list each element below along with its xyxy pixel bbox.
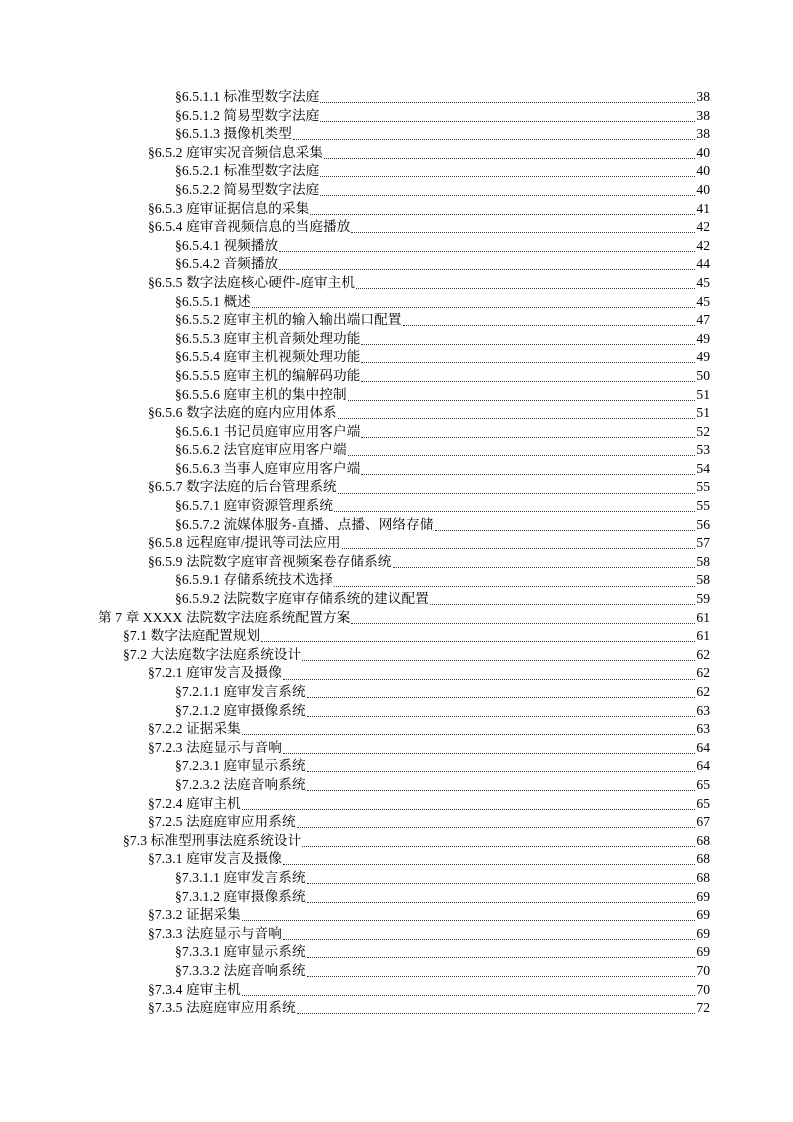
toc-entry-title: §7.3.1.1 庭审发言系统 — [175, 869, 306, 885]
toc-dot-leader — [320, 120, 694, 122]
toc-entry-title: §7.2.4 庭审主机 — [148, 795, 241, 811]
toc-entry-title: §6.5.2.2 简易型数字法庭 — [175, 181, 320, 197]
toc-entry-page-number: 58 — [696, 572, 710, 588]
toc-entry-page-number: 68 — [696, 832, 710, 848]
toc-dot-leader — [338, 492, 695, 494]
toc-entry[interactable] — [83, 999, 710, 1018]
toc-dot-leader — [283, 938, 695, 940]
toc-entry[interactable] — [83, 441, 710, 460]
toc-entry[interactable] — [83, 813, 710, 832]
toc-dot-leader — [342, 547, 695, 549]
toc-entry[interactable] — [83, 274, 710, 293]
toc-entry[interactable] — [83, 869, 710, 888]
toc-entry-title: §7.2.1 庭审发言及摄像 — [148, 665, 282, 681]
toc-entry[interactable] — [83, 553, 710, 572]
toc-entry-page-number: 65 — [696, 795, 710, 811]
toc-entry-title: §6.5.5.2 庭审主机的输入输出端口配置 — [175, 312, 402, 328]
toc-dot-leader — [361, 473, 694, 475]
toc-entry[interactable] — [83, 776, 710, 795]
toc-dot-leader — [310, 213, 694, 215]
toc-entry-title: §6.5.1.3 摄像机类型 — [175, 126, 292, 142]
toc-entry-page-number: 70 — [696, 962, 710, 978]
toc-entry-title: 第 7 章 XXXX 法院数字法庭系统配置方案 — [98, 609, 351, 625]
toc-entry-title: §7.3 标准型刑事法庭系统设计 — [123, 832, 302, 848]
toc-entry-page-number: 69 — [696, 888, 710, 904]
toc-entry[interactable] — [83, 590, 710, 609]
toc-entry-title: §7.2.3.1 庭审显示系统 — [175, 758, 306, 774]
toc-entry-title: §6.5.7.2 流媒体服务-直播、点播、网络存储 — [175, 516, 434, 532]
toc-dot-leader — [261, 640, 694, 642]
toc-entry-title: §7.2.3 法庭显示与音响 — [148, 739, 282, 755]
table-of-contents — [83, 88, 710, 1018]
toc-entry-page-number: 63 — [696, 702, 710, 718]
toc-entry-page-number: 62 — [696, 684, 710, 699]
toc-entry-title: §7.1 数字法庭配置规划 — [123, 628, 261, 644]
toc-dot-leader — [320, 194, 694, 196]
toc-entry-page-number: 42 — [696, 237, 710, 253]
toc-entry-title: §7.3.5 法庭庭审应用系统 — [148, 1000, 296, 1016]
toc-entry-page-number: 58 — [696, 553, 710, 569]
toc-dot-leader — [307, 696, 695, 698]
toc-entry[interactable] — [83, 255, 710, 274]
toc-dot-leader — [361, 436, 694, 438]
toc-dot-leader — [361, 361, 694, 363]
toc-entry[interactable] — [83, 404, 710, 423]
toc-entry-title: §6.5.3 庭审证据信息的采集 — [148, 200, 310, 216]
toc-entry[interactable] — [83, 218, 710, 237]
toc-entry-page-number: 64 — [696, 739, 710, 755]
toc-entry-page-number: 38 — [696, 126, 710, 142]
toc-entry-page-number: 61 — [696, 609, 710, 625]
toc-entry[interactable] — [83, 144, 710, 163]
toc-entry-title: §6.5.7.1 庭审资源管理系统 — [175, 498, 334, 514]
toc-entry-page-number: 72 — [696, 1000, 710, 1016]
toc-entry-title: §6.5.4.2 音频播放 — [175, 256, 279, 272]
toc-entry[interactable] — [83, 888, 710, 907]
toc-entry-title: §7.3.3.2 法庭音响系统 — [175, 962, 306, 978]
toc-dot-leader — [242, 919, 695, 921]
toc-dot-leader — [293, 138, 695, 140]
toc-entry[interactable] — [83, 627, 710, 646]
toc-entry[interactable] — [83, 200, 710, 219]
toc-dot-leader — [351, 622, 694, 624]
toc-entry-title: §6.5.1.1 标准型数字法庭 — [175, 89, 320, 104]
toc-entry-page-number: 59 — [696, 591, 710, 607]
toc-entry[interactable] — [83, 683, 710, 702]
toc-dot-leader — [348, 454, 695, 456]
toc-entry[interactable] — [83, 88, 710, 107]
toc-dot-leader — [351, 231, 694, 233]
toc-entry[interactable] — [83, 943, 710, 962]
toc-entry-page-number: 57 — [696, 535, 710, 551]
toc-dot-leader — [242, 994, 695, 996]
toc-entry-page-number: 56 — [696, 516, 710, 532]
toc-entry-title: §6.5.2 庭审实况音频信息采集 — [148, 144, 324, 160]
toc-entry[interactable] — [83, 609, 710, 628]
toc-entry-title: §7.2.3.2 法庭音响系统 — [175, 776, 306, 792]
toc-entry-page-number: 55 — [696, 479, 710, 495]
toc-entry[interactable] — [83, 906, 710, 925]
toc-dot-leader — [283, 752, 695, 754]
toc-entry-page-number: 68 — [696, 851, 710, 867]
toc-entry-title: §6.5.5.4 庭审主机视频处理功能 — [175, 349, 361, 365]
toc-entry-title: §7.3.4 庭审主机 — [148, 981, 241, 997]
toc-entry-title: §6.5.9 法院数字庭审音视频案卷存储系统 — [148, 553, 392, 569]
toc-dot-leader — [361, 343, 694, 345]
toc-dot-leader — [393, 566, 695, 568]
toc-entry-title: §7.2 大法庭数字法庭系统设计 — [123, 646, 302, 662]
toc-entry-page-number: 54 — [696, 460, 710, 476]
toc-entry[interactable] — [83, 293, 710, 312]
toc-dot-leader — [307, 770, 695, 772]
toc-entry-title: §6.5.5 数字法庭核心硬件-庭审主机 — [148, 274, 356, 290]
toc-dot-leader — [252, 306, 695, 308]
toc-entry-title: §6.5.6.3 当事人庭审应用客户端 — [175, 460, 361, 476]
toc-dot-leader — [307, 901, 695, 903]
toc-entry[interactable] — [83, 962, 710, 981]
toc-entry[interactable] — [83, 795, 710, 814]
toc-entry-title: §6.5.2.1 标准型数字法庭 — [175, 163, 320, 179]
toc-dot-leader — [307, 882, 695, 884]
toc-dot-leader — [302, 845, 694, 847]
toc-entry-page-number: 69 — [696, 907, 710, 923]
toc-entry-title: §6.5.9.2 法院数字庭审存储系统的建议配置 — [175, 591, 429, 607]
toc-entry-title: §7.2.5 法庭庭审应用系统 — [148, 814, 296, 830]
toc-dot-leader — [307, 715, 695, 717]
toc-entry-page-number: 63 — [696, 721, 710, 737]
toc-entry-page-number: 45 — [696, 274, 710, 290]
toc-entry[interactable] — [83, 478, 710, 497]
toc-entry[interactable] — [83, 460, 710, 479]
toc-entry[interactable] — [83, 739, 710, 758]
toc-entry-title: §7.2.1.2 庭审摄像系统 — [175, 702, 306, 718]
toc-entry-title: §6.5.6.1 书记员庭审应用客户端 — [175, 423, 361, 439]
toc-dot-leader — [403, 324, 695, 326]
toc-entry-title: §6.5.7 数字法庭的后台管理系统 — [148, 479, 337, 495]
toc-entry-page-number: 69 — [696, 944, 710, 960]
toc-dot-leader — [307, 789, 695, 791]
toc-dot-leader — [279, 250, 694, 252]
toc-entry-page-number: 55 — [696, 498, 710, 514]
toc-entry-page-number: 40 — [696, 181, 710, 197]
toc-entry[interactable] — [83, 330, 710, 349]
toc-entry-page-number: 44 — [696, 256, 710, 272]
toc-entry-title: §6.5.6.2 法官庭审应用客户端 — [175, 442, 347, 458]
toc-entry-title: §6.5.5.5 庭审主机的编解码功能 — [175, 367, 361, 383]
toc-entry[interactable] — [83, 757, 710, 776]
toc-entry-page-number: 51 — [696, 386, 710, 402]
toc-entry-title: §6.5.4 庭审音视频信息的当庭播放 — [148, 219, 351, 235]
toc-entry[interactable] — [83, 125, 710, 144]
toc-entry[interactable] — [83, 367, 710, 386]
toc-entry-title: §7.3.1 庭审发言及摄像 — [148, 851, 282, 867]
toc-entry[interactable] — [83, 423, 710, 442]
toc-dot-leader — [279, 268, 694, 270]
toc-entry-page-number: 51 — [696, 405, 710, 421]
toc-entry-page-number: 40 — [696, 163, 710, 179]
toc-entry-page-number: 40 — [696, 144, 710, 160]
toc-entry-title: §6.5.4.1 视频播放 — [175, 237, 279, 253]
toc-entry-page-number: 64 — [696, 758, 710, 774]
toc-entry-title: §6.5.5.6 庭审主机的集中控制 — [175, 386, 347, 402]
toc-dot-leader — [338, 417, 695, 419]
toc-entry-title: §7.2.1.1 庭审发言系统 — [175, 684, 306, 699]
toc-dot-leader — [435, 529, 695, 531]
toc-dot-leader — [356, 287, 694, 289]
toc-entry-title: §7.3.3 法庭显示与音响 — [148, 925, 282, 941]
toc-entry-title: §6.5.5.3 庭审主机音频处理功能 — [175, 330, 361, 346]
toc-entry-title: §7.3.2 证据采集 — [148, 907, 241, 923]
toc-entry[interactable] — [83, 571, 710, 590]
toc-dot-leader — [320, 175, 694, 177]
toc-entry[interactable] — [83, 386, 710, 405]
toc-entry-title: §6.5.6 数字法庭的庭内应用体系 — [148, 405, 337, 421]
toc-entry[interactable] — [83, 311, 710, 330]
toc-entry-page-number: 50 — [696, 367, 710, 383]
toc-dot-leader — [297, 1012, 695, 1014]
toc-entry-page-number: 69 — [696, 925, 710, 941]
toc-entry-page-number: 53 — [696, 442, 710, 458]
toc-entry[interactable] — [83, 181, 710, 200]
toc-dot-leader — [334, 510, 694, 512]
toc-entry-page-number: 65 — [696, 776, 710, 792]
toc-dot-leader — [283, 863, 695, 865]
toc-entry-page-number: 38 — [696, 89, 710, 104]
toc-entry-page-number: 49 — [696, 349, 710, 365]
toc-dot-leader — [297, 826, 695, 828]
toc-entry-title: §7.3.1.2 庭审摄像系统 — [175, 888, 306, 904]
toc-entry-title: §6.5.9.1 存储系统技术选择 — [175, 572, 334, 588]
toc-entry-page-number: 68 — [696, 869, 710, 885]
toc-entry[interactable] — [83, 237, 710, 256]
toc-entry-page-number: 45 — [696, 293, 710, 309]
toc-entry-page-number: 49 — [696, 330, 710, 346]
toc-entry-page-number: 38 — [696, 107, 710, 123]
toc-entry-page-number: 41 — [696, 200, 710, 216]
toc-entry[interactable] — [83, 850, 710, 869]
toc-entry[interactable] — [83, 646, 710, 665]
toc-entry[interactable] — [83, 925, 710, 944]
toc-entry[interactable] — [83, 702, 710, 721]
toc-entry-page-number: 61 — [696, 628, 710, 644]
toc-entry-page-number: 47 — [696, 312, 710, 328]
toc-dot-leader — [334, 585, 694, 587]
toc-entry-page-number: 70 — [696, 981, 710, 997]
toc-dot-leader — [361, 380, 694, 382]
toc-entry[interactable] — [83, 720, 710, 739]
toc-dot-leader — [302, 659, 694, 661]
toc-entry-title: §7.2.2 证据采集 — [148, 721, 241, 737]
toc-entry-page-number: 62 — [696, 665, 710, 681]
toc-entry-title: §6.5.1.2 简易型数字法庭 — [175, 107, 320, 123]
toc-entry-title: §7.3.3.1 庭审显示系统 — [175, 944, 306, 960]
toc-entry[interactable] — [83, 534, 710, 553]
toc-entry[interactable] — [83, 497, 710, 516]
toc-entry[interactable] — [83, 516, 710, 535]
toc-entry-page-number: 42 — [696, 219, 710, 235]
toc-dot-leader — [242, 808, 695, 810]
toc-entry-title: §6.5.5.1 概述 — [175, 293, 251, 309]
toc-entry[interactable] — [83, 832, 710, 851]
toc-entry[interactable] — [83, 664, 710, 683]
toc-entry-page-number: 67 — [696, 814, 710, 830]
toc-dot-leader — [242, 733, 695, 735]
toc-entry-page-number: 62 — [696, 646, 710, 662]
toc-dot-leader — [307, 956, 695, 958]
toc-entry-page-number: 52 — [696, 423, 710, 439]
toc-entry[interactable] — [83, 348, 710, 367]
toc-dot-leader — [324, 157, 694, 159]
toc-entry[interactable] — [83, 981, 710, 1000]
toc-dot-leader — [430, 603, 695, 605]
toc-entry[interactable] — [83, 162, 710, 181]
toc-dot-leader — [320, 101, 694, 103]
toc-dot-leader — [348, 399, 695, 401]
toc-dot-leader — [307, 975, 695, 977]
toc-dot-leader — [283, 678, 695, 680]
toc-entry-title: §6.5.8 远程庭审/提讯等司法应用 — [148, 535, 341, 551]
toc-entry[interactable] — [83, 107, 710, 126]
